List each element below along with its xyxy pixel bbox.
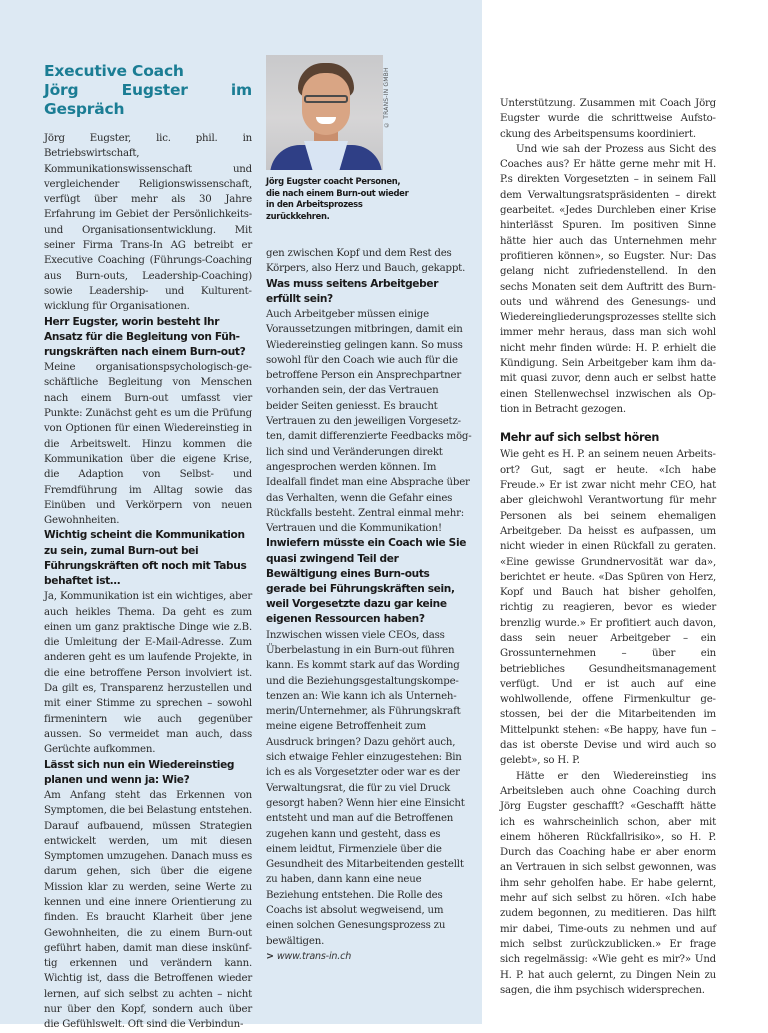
arrow-right-icon: > bbox=[266, 950, 274, 962]
interview-column-2 bbox=[266, 246, 472, 964]
photo-glasses bbox=[304, 95, 348, 103]
question-2: Wichtig scheint die Kommunikation zu sein, zumal Burn-out bei Führungskräften oft noch mit Tabus behaftet ist… bbox=[44, 529, 247, 588]
title-line-1: Executive Coach bbox=[44, 62, 184, 80]
story-paragraph-1: Unterstützung. Zusammen mit Coach Jörg Eugster wurde die schrittweise Aufstockung des Arbeitspensums koordiniert. bbox=[500, 98, 716, 140]
website-link-text[interactable]: www.trans-in.ch bbox=[276, 950, 352, 962]
question-4: Was muss seitens Arbeitgeber erfüllt sein? bbox=[266, 277, 439, 305]
answer-2: Ja, Kommunikation ist ein wichtiges, aber auch heikles Thema. Da geht es zum einen um ganz praktische Dinge wie z.B. die Umleitung der E-Mail-Adresse. Zum anderen geht es um laufende Projekte, in die eine betroffene Person involviert ist. Da gilt es, Transparenz herzustellen und mit einer Stimme zu sprechen – sowohl firmenintern wie auch gegenüber aussen. So vermeidet man auch, dass Gerüchte aufkommen. bbox=[44, 591, 252, 756]
title-line-2: Jörg Eugster im Gespräch bbox=[44, 81, 252, 118]
answer-3-part-2: gen zwischen Kopf und dem Rest des Körpers, also Herz und Bauch, gekappt. bbox=[266, 248, 466, 275]
portrait-photo bbox=[266, 55, 383, 170]
interview-column-1 bbox=[44, 62, 252, 1033]
answer-5: Inzwischen wissen viele CEOs, dass Überbelastung in ein Burn-out führen kann. Es kommt stark auf das Wording und die Beziehungsgestaltungskompetenzen an: Wie kann ich als Unternehmerin/Unternehmer, als Führungskraft meine eigene Betroffenheit zum Ausdruck bringen? Dazu gehört auch, sich etwaige Fehler einzugestehen: Bin ich es als Vorgesetzter oder war es der Verwaltungsrat, die für zu viel Druck gesorgt haben? Wenn hier eine Einsicht entsteht und man auf die Betroffenen zugehen kann und gesteht, dass es einem leidtut, Firmenziele über die Gesundheit des Mitarbeitenden gestellt zu haben, dann kann eine neue Beziehung entstehen. Die Rolle des Coachs ist absolut wegweisend, um einen solchen Genesungsprozess zu bewältigen. bbox=[266, 629, 465, 947]
question-3: Lässt sich nun ein Wiedereinstieg planen und wenn ja: Wie? bbox=[44, 758, 235, 786]
answer-4: Auch Arbeitgeber müssen einige Voraussetzungen mitbringen, damit ein Wiedereinstieg gelingen kann. So muss sowohl für den Coach wie auch für die betroffene Person ein Ansprechpartner vorhanden sein, der das Vertrauen beider Seiten geniesst. Es braucht Vertrauen zu den jeweiligen Vorgesetzten, damit differenzierte Feedbacks möglich sind und Veränderungen direkt angesprochen werden können. Im Idealfall findet man eine Absprache über das Verhalten, wenn die Gefahr eines Rückfalls besteht. Zentral einmal mehr: Vertrauen und die Kommunikation! bbox=[266, 309, 472, 535]
answer-1: Meine organisationspsychologisch-geschäftliche Begleitung von Menschen nach einem Burn-out umfasst vier Punkte: Zunächst geht es um die Prüfung von Optionen für einen Wiedereinstieg in die Arbeitswelt. Hinzu kommen die Kommunikation über die eigene Krise, die Adaption von Selbst- und Fremdführung im Alltag sowie das Einüben und Verkörpern von neuen Gewohnheiten. bbox=[44, 362, 252, 527]
question-5: Inwiefern müsste ein Coach wie Sie quasi zwingend Teil der Bewältigung eines Burn-outs gerade bei Führungskräften sein, weil Vorgesetzte dazu gar keine eigenen Ressourcen haben? bbox=[266, 537, 467, 626]
question-1: Herr Eugster, worin besteht Ihr Ansatz für die Begleitung von Führungskräften nach einem Burn-out? bbox=[44, 315, 246, 358]
website-link[interactable] bbox=[266, 949, 472, 964]
photo-caption: Jörg Eugster coacht Personen, die nach einem Burn-out wieder in den Arbeitsprozess zurückkehren. bbox=[266, 176, 409, 221]
photo-face bbox=[302, 73, 350, 135]
story-paragraph-3: Wie geht es H. P. an seinem neuen Arbeitsort? Gut, sagt er heute. «Ich habe Freude.» Er ist zwar nicht mehr CEO, hat aber gleichwohl Verantwortung für mehr Personen als bei seinem ehemaligen Arbeitgeber. Da heisst es aufpassen, um nicht wieder in einen Rückfall zu geraten. «Eine gewisse Grundnervosität war da», berichtet er heute. «Das Spüren von Herz, Kopf und Bauch hat bisher geholfen, richtig zu reagieren, bevor es wieder brenzlig wurde.» Er profitiert auch davon, dass sein neuer Arbeitgeber – ein Grossunternehmen – über ein betriebliches Gesundheitsmanagement verfügt. Und er ist auch auf eine wohlwollende, offene Firmenkultur gestossen, bei der die Mitarbeitenden im Mittelpunkt stehen: «Be happy, have fun – das ist oberste Devise und wird auch so gelebt», so H. P. bbox=[500, 449, 716, 767]
story-paragraph-2: Und wie sah der Prozess aus Sicht des Coaches aus? Er hätte gerne mehr mit H. P.s direkten Vorgesetzten – in seinem Fall dem Verwaltungsratspräsidenten – direkt gearbeitet. «Jedes Durchleben einer Krise hinterlässt Spuren. Im positiven Sinne hätte hier auch das Unternehmen mehr profitieren können», so Eugster. Nur: Das gelang nicht zufriedenstellend. In den sechs Monaten seit dem Auftritt des Burnouts und während des Genesungs- und Wiedereingliederungsprozesses stellte sich immer mehr heraus, dass man sich wohl nicht mehr finden würde: H. P. erhielt die Kündigung. Sein Arbeitgeber kam ihm damit quasi zuvor, denn auch er selbst hatte einen Stellenwechsel inzwischen als Option in Betracht gezogen. bbox=[500, 143, 716, 415]
answer-3-part-1: Am Anfang steht das Erkennen von Symptomen, die bei Belastung entstehen. Darauf aufbauend, müssen Strategien entwickelt werden, um mit diesen Symptomen umzugehen. Danach muss es darum gehen, sich über die eigene Mission klar zu werden, seine Werte zu kennen und eine innere Orientierung zu finden. Es braucht Klarheit über jene Gewohnheiten, die zu einem Burn-out geführt haben, damit man diese inskünftig erkennen und verändern kann. Wichtig ist, dass die Betroffenen wieder lernen, auf sich selbst zu achten – nicht nur über den Kopf, sondern auch über die Gefühlswelt. Oft sind die Verbindun- bbox=[44, 789, 252, 1031]
intro-paragraph: Jörg Eugster, lic. phil. in Betriebswirtschaft, Kommunikationswissenschaft und vergleichender Religionswissenschaft, verfügt über mehr als 30 Jahre Erfahrung im Gebiet der Persönlichkeits- und Organisationsentwicklung. Mit seiner Firma Trans-In AG betreibt er Executive Coaching (Führungs-Coaching aus Burn-outs, Leadership-Coaching) sowie Leadership- und Kulturentwicklung für Organisationen. bbox=[44, 133, 252, 313]
main-story-column bbox=[500, 96, 716, 998]
interview-title bbox=[44, 62, 252, 119]
photo-credit: © TRANS-IN GMBH bbox=[383, 67, 390, 128]
story-paragraph-4: Hätte er den Wiedereinstieg ins Arbeitsleben auch ohne Coaching durch Jörg Eugster geschafft? «Geschafft hätte ich es wahrscheinlich schon, aber mit einem höheren Rückfallrisiko», so H. P. Durch das Coaching habe er aber enorm an Vertrauen in sich selbst gewonnen, was ihm sehr geholfen habe. Er habe gelernt, mehr auf sich selbst zu hören. «Ich habe zudem begonnen, zu meditieren. Das hilft mir dabei, Time-outs zu nehmen und auf mich selbst zurückzublicken.» Er frage sich regelmässig: «Wie geht es mir?» Und H. P. hat auch gelernt, zu Dingen Nein zu sagen, die ihm psychisch widersprechen. bbox=[500, 770, 716, 996]
story-subheading: Mehr auf sich selbst hören bbox=[500, 431, 659, 445]
